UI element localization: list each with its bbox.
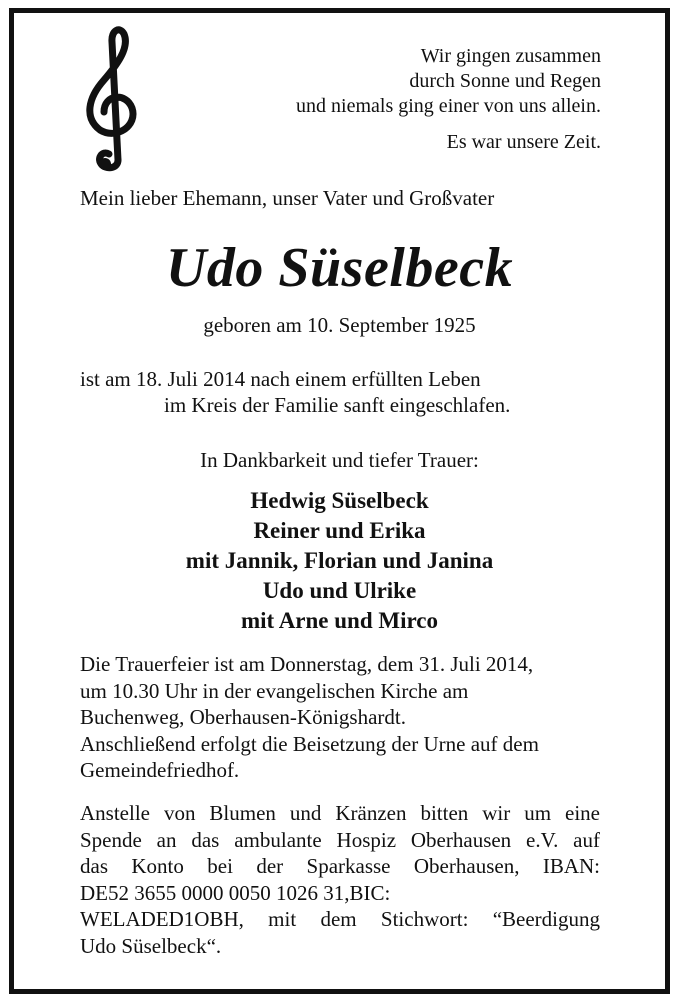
donation-line: DE52 3655 0000 0050 1026 31,BIC:: [80, 880, 391, 905]
donation-info: [80, 800, 600, 959]
birth-date: geboren am 10. September 1925: [203, 313, 476, 337]
service-line: Buchenweg, Oberhausen-Königshardt.: [80, 705, 406, 729]
motto-line: und niemals ging einer von uns allein.: [296, 95, 601, 117]
family-member: mit Arne und Mirco: [241, 608, 438, 633]
donation-line: Anstelle von Blumen und Kränzen bitten wir um eine: [80, 801, 600, 825]
family-list: [0, 486, 679, 636]
family-member: Hedwig Süselbeck: [250, 488, 429, 513]
intro-text: Mein lieber Ehemann, unser Vater und Großvater: [80, 186, 495, 210]
donation-line: Udo Süselbeck“.: [80, 933, 222, 958]
family-member: Udo und Ulrike: [262, 578, 417, 603]
donation-line: das Konto bei der Sparkasse Oberhausen, IBAN:: [80, 854, 600, 878]
motto-closing: Es war unsere Zeit.: [446, 131, 601, 153]
death-line-2: im Kreis der Familie sanft eingeschlafen.: [164, 393, 511, 417]
funeral-service-info: [80, 651, 600, 784]
treble-clef-icon: [78, 22, 148, 172]
service-line: Die Trauerfeier ist am Donnerstag, dem 31. Juli 2014,: [80, 652, 534, 676]
family-member: mit Jannik, Florian und Janina: [185, 548, 494, 573]
service-line: um 10.30 Uhr in der evangelischen Kirche am: [80, 678, 469, 703]
motto-verse: [296, 44, 601, 155]
donation-line: Spende an das ambulante Hospiz Oberhausen e.V. auf: [80, 827, 600, 852]
deceased-name: Udo Süselbeck: [165, 237, 514, 299]
motto-line: durch Sonne und Regen: [409, 70, 601, 92]
family-member: Reiner und Erika: [253, 518, 426, 543]
donation-line: WELADED1OBH, mit dem Stichwort: “Beerdigung: [80, 907, 600, 931]
service-line: Anschließend erfolgt die Beisetzung der Urne auf dem: [80, 731, 539, 756]
mourning-intro: In Dankbarkeit und tiefer Trauer:: [200, 448, 479, 472]
service-line: Gemeindefriedhof.: [80, 758, 240, 782]
motto-line: Wir gingen zusammen: [420, 45, 601, 67]
death-line-1: ist am 18. Juli 2014 nach einem erfüllten Leben: [80, 367, 481, 391]
